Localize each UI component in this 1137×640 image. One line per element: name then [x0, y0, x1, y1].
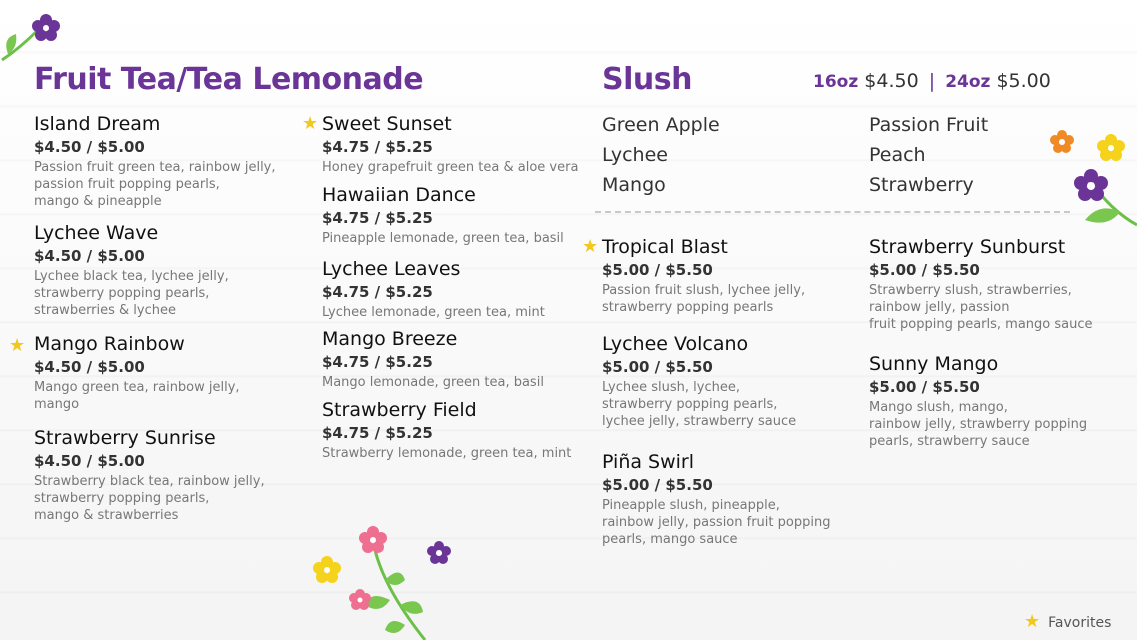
desc-line: passion fruit popping pearls,: [34, 177, 220, 192]
desc-line: Strawberry black tea, rainbow jelly,: [34, 474, 265, 489]
item-price: $5.00 / $5.50: [602, 261, 713, 279]
desc-line: strawberry popping pearls,: [34, 286, 210, 301]
item-name: Lychee Wave: [34, 222, 159, 244]
favorite-star-icon: ★: [9, 335, 26, 356]
flavor-item: Passion Fruit: [869, 114, 989, 136]
flower-vine-top-left-decoration: [0, 8, 70, 63]
item-name: Strawberry Field: [322, 399, 477, 421]
desc-line: Passion fruit slush, lychee jelly,: [602, 283, 806, 298]
desc-line: fruit popping pearls, mango sauce: [869, 317, 1093, 332]
item-description: [322, 445, 571, 462]
menu-item-pina-swirl: [602, 451, 830, 548]
desc-line: mango & pineapple: [34, 194, 162, 209]
item-price: $4.50 / $5.00: [34, 358, 145, 376]
item-price: $4.75 / $5.25: [322, 424, 433, 442]
favorites-legend: [1024, 611, 1111, 632]
menu-item-island-dream: [34, 113, 276, 210]
size-small-price: $4.50: [864, 70, 919, 92]
item-price: $4.50 / $5.00: [34, 247, 145, 265]
item-description: [322, 230, 564, 247]
item-name: Strawberry Sunrise: [34, 427, 216, 449]
desc-line: pearls, strawberry sauce: [869, 434, 1030, 449]
item-price: $5.00 / $5.50: [869, 261, 980, 279]
menu-item-tropical-blast: [602, 236, 805, 316]
desc-line: strawberry popping pearls: [602, 300, 774, 315]
menu-item-sunny-mango: [869, 353, 1087, 450]
item-price: $4.75 / $5.25: [322, 209, 433, 227]
flower-bouquet-bottom-decoration: [305, 520, 465, 640]
favorite-star-icon: ★: [582, 236, 599, 257]
item-description: [322, 159, 578, 176]
desc-line: Honey grapefruit green tea & aloe vera: [322, 160, 579, 175]
item-name: Lychee Volcano: [602, 333, 749, 355]
desc-line: Strawberry lemonade, green tea, mint: [322, 446, 572, 461]
item-description: [602, 379, 796, 430]
item-description: [602, 497, 830, 548]
flavor-item: Lychee: [602, 144, 668, 166]
item-price: $4.75 / $5.25: [322, 283, 433, 301]
desc-line: Strawberry slush, strawberries,: [869, 283, 1072, 298]
section-title-fruit-tea: Fruit Tea/Tea Lemonade: [34, 62, 424, 97]
size-separator: |: [928, 70, 936, 92]
menu-item-lychee-leaves: [322, 258, 545, 321]
flower-cluster-right-decoration: [1040, 120, 1137, 235]
item-price: $4.75 / $5.25: [322, 353, 433, 371]
desc-line: rainbow jelly, passion fruit popping: [602, 515, 831, 530]
flavor-item: Green Apple: [602, 114, 720, 136]
menu-item-strawberry-field: [322, 399, 571, 462]
item-price: $4.50 / $5.00: [34, 138, 145, 156]
item-price: $4.50 / $5.00: [34, 452, 145, 470]
slush-size-pricing: [813, 70, 1051, 92]
item-name: Tropical Blast: [602, 236, 728, 258]
item-description: [322, 374, 544, 391]
item-name: Lychee Leaves: [322, 258, 461, 280]
desc-line: Lychee black tea, lychee jelly,: [34, 269, 229, 284]
item-description: [869, 282, 1093, 333]
flavor-item: Mango: [602, 174, 666, 196]
item-description: [34, 473, 265, 524]
desc-line: Mango green tea, rainbow jelly,: [34, 380, 240, 395]
item-price: $5.00 / $5.50: [602, 476, 713, 494]
item-description: [322, 304, 545, 321]
star-icon: ★: [1024, 611, 1041, 632]
menu-item-hawaiian-dance: [322, 184, 564, 247]
menu-item-strawberry-sunrise: [34, 427, 265, 524]
desc-line: Lychee lemonade, green tea, mint: [322, 305, 545, 320]
flavor-item: Peach: [869, 144, 926, 166]
legend-label: Favorites: [1048, 615, 1112, 631]
item-name: Hawaiian Dance: [322, 184, 476, 206]
desc-line: pearls, mango sauce: [602, 532, 738, 547]
menu-item-strawberry-sunburst: [869, 236, 1093, 333]
desc-line: strawberries & lychee: [34, 303, 176, 318]
item-name: Mango Rainbow: [34, 333, 185, 355]
item-price: $4.75 / $5.25: [322, 138, 433, 156]
size-large-price: $5.00: [996, 70, 1051, 92]
item-description: [869, 399, 1087, 450]
section-divider: [595, 211, 1070, 213]
item-description: [34, 268, 229, 319]
item-name: Sunny Mango: [869, 353, 999, 375]
item-price: $5.00 / $5.50: [602, 358, 713, 376]
item-name: Strawberry Sunburst: [869, 236, 1066, 258]
desc-line: rainbow jelly, strawberry popping: [869, 417, 1088, 432]
desc-line: Mango lemonade, green tea, basil: [322, 375, 544, 390]
desc-line: mango & strawberries: [34, 508, 179, 523]
menu-item-lychee-volcano: [602, 333, 796, 430]
desc-line: rainbow jelly, passion: [869, 300, 1010, 315]
item-name: Sweet Sunset: [322, 113, 452, 135]
section-title-slush: Slush: [602, 62, 692, 97]
item-description: [34, 379, 240, 413]
desc-line: Passion fruit green tea, rainbow jelly,: [34, 160, 276, 175]
item-name: Island Dream: [34, 113, 161, 135]
desc-line: mango: [34, 397, 80, 412]
item-price: $5.00 / $5.50: [869, 378, 980, 396]
favorite-star-icon: ★: [302, 113, 319, 134]
menu-item-sweet-sunset: [322, 113, 578, 176]
menu-item-mango-breeze: [322, 328, 544, 391]
item-description: [34, 159, 276, 210]
menu-item-lychee-wave: [34, 222, 229, 319]
menu-item-mango-rainbow: [34, 333, 240, 413]
desc-line: Pineapple slush, pineapple,: [602, 498, 780, 513]
desc-line: Lychee slush, lychee,: [602, 380, 740, 395]
desc-line: Mango slush, mango,: [869, 400, 1008, 415]
size-small-label: 16oz: [813, 72, 859, 92]
desc-line: lychee jelly, strawberry sauce: [602, 414, 797, 429]
item-name: Mango Breeze: [322, 328, 458, 350]
desc-line: strawberry popping pearls,: [34, 491, 210, 506]
desc-line: strawberry popping pearls,: [602, 397, 778, 412]
flavor-item: Strawberry: [869, 174, 974, 196]
desc-line: Pineapple lemonade, green tea, basil: [322, 231, 564, 246]
item-name: Piña Swirl: [602, 451, 695, 473]
item-description: [602, 282, 805, 316]
size-large-label: 24oz: [945, 72, 991, 92]
